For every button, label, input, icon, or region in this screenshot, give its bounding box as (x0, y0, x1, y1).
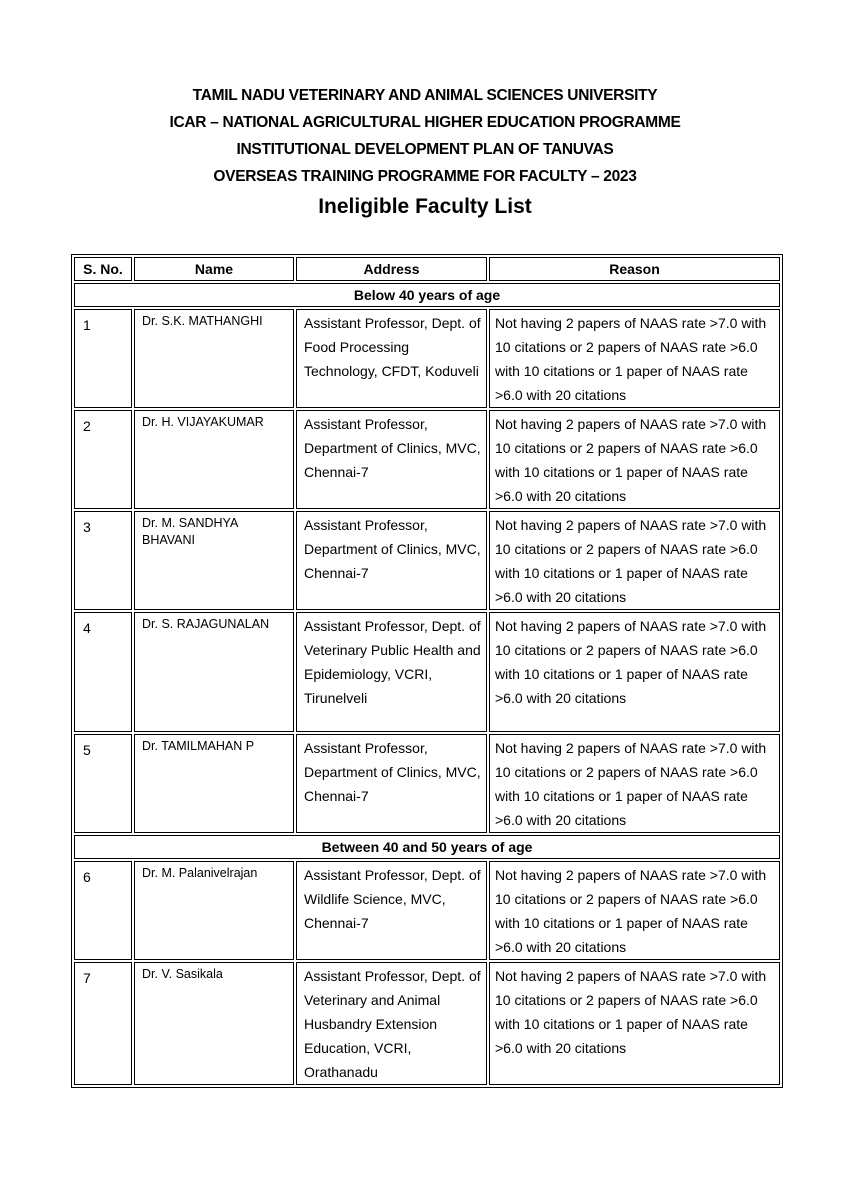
cell-name: Dr. TAMILMAHAN P (134, 734, 294, 833)
table-row (74, 734, 780, 833)
cell-sno: 6 (74, 861, 132, 960)
cell-name: Dr. M. Palanivelrajan (134, 861, 294, 960)
cell-reason: Not having 2 papers of NAAS rate >7.0 with 10 citations or 2 papers of NAAS rate >6.0 with 10 citations or 1 paper of NAAS rate >6.0 with 20 citations (489, 309, 780, 408)
column-header-address: Address (296, 257, 487, 281)
cell-name: Dr. S.K. MATHANGHI (134, 309, 294, 408)
cell-reason: Not having 2 papers of NAAS rate >7.0 with 10 citations or 2 papers of NAAS rate >6.0 with 10 citations or 1 paper of NAAS rate >6.0 with 20 citations (489, 962, 780, 1085)
table-row (74, 410, 780, 509)
column-header-sno: S. No. (74, 257, 132, 281)
table-row (74, 861, 780, 960)
cell-name: Dr. S. RAJAGUNALAN (134, 612, 294, 732)
document-header (0, 82, 850, 222)
cell-sno: 7 (74, 962, 132, 1085)
cell-address: Assistant Professor, Department of Clinics, MVC, Chennai-7 (296, 734, 487, 833)
cell-reason: Not having 2 papers of NAAS rate >7.0 with 10 citations or 2 papers of NAAS rate >6.0 with 10 citations or 1 paper of NAAS rate >6.0 with 20 citations (489, 511, 780, 610)
cell-sno: 1 (74, 309, 132, 408)
cell-sno: 3 (74, 511, 132, 610)
column-header-name: Name (134, 257, 294, 281)
table-row (74, 511, 780, 610)
cell-name: Dr. M. SANDHYA BHAVANI (134, 511, 294, 610)
cell-reason: Not having 2 papers of NAAS rate >7.0 with 10 citations or 2 papers of NAAS rate >6.0 with 10 citations or 1 paper of NAAS rate >6.0 with 20 citations (489, 861, 780, 960)
group-label: Below 40 years of age (74, 283, 780, 307)
cell-name: Dr. V. Sasikala (134, 962, 294, 1085)
cell-address: Assistant Professor, Department of Clinics, MVC, Chennai-7 (296, 410, 487, 509)
group-row (74, 283, 780, 307)
group-label: Between 40 and 50 years of age (74, 835, 780, 859)
column-header-reason: Reason (489, 257, 780, 281)
page-title: Ineligible Faculty List (318, 195, 532, 218)
cell-address: Assistant Professor, Dept. of Wildlife Science, MVC, Chennai-7 (296, 861, 487, 960)
cell-address: Assistant Professor, Dept. of Food Processing Technology, CFDT, Koduveli (296, 309, 487, 408)
table-header-row (74, 257, 780, 281)
cell-sno: 5 (74, 734, 132, 833)
table-row (74, 612, 780, 732)
university-name: TAMIL NADU VETERINARY AND ANIMAL SCIENCES UNIVERSITY (192, 87, 658, 104)
cell-address: Assistant Professor, Dept. of Veterinary and Animal Husbandry Extension Education, VCRI, Orathanadu (296, 962, 487, 1085)
training-name: OVERSEAS TRAINING PROGRAMME FOR FACULTY – 2023 (213, 168, 637, 185)
group-row (74, 835, 780, 859)
cell-sno: 4 (74, 612, 132, 732)
table-row (74, 309, 780, 408)
table-row (74, 962, 780, 1085)
cell-address: Assistant Professor, Department of Clinics, MVC, Chennai-7 (296, 511, 487, 610)
cell-name: Dr. H. VIJAYAKUMAR (134, 410, 294, 509)
plan-name: INSTITUTIONAL DEVELOPMENT PLAN OF TANUVAS (236, 141, 614, 158)
cell-address: Assistant Professor, Dept. of Veterinary Public Health and Epidemiology, VCRI, Tirunelveli (296, 612, 487, 732)
cell-reason: Not having 2 papers of NAAS rate >7.0 with 10 citations or 2 papers of NAAS rate >6.0 with 10 citations or 1 paper of NAAS rate >6.0 with 20 citations (489, 612, 780, 732)
cell-sno: 2 (74, 410, 132, 509)
programme-name: ICAR – NATIONAL AGRICULTURAL HIGHER EDUCATION PROGRAMME (169, 114, 681, 131)
cell-reason: Not having 2 papers of NAAS rate >7.0 with 10 citations or 2 papers of NAAS rate >6.0 with 10 citations or 1 paper of NAAS rate >6.0 with 20 citations (489, 410, 780, 509)
ineligible-faculty-table (71, 254, 783, 1088)
cell-reason: Not having 2 papers of NAAS rate >7.0 with 10 citations or 2 papers of NAAS rate >6.0 with 10 citations or 1 paper of NAAS rate >6.0 with 20 citations (489, 734, 780, 833)
